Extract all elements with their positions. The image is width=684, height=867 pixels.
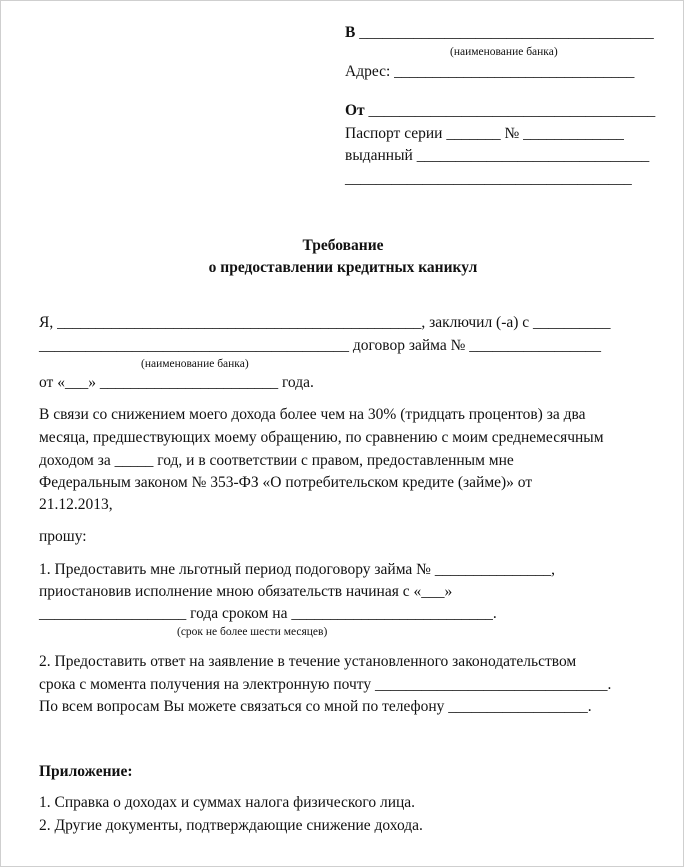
bank-name-hint: (наименование банка): [450, 46, 558, 58]
bank-blank-cont[interactable]: ________________________________________: [39, 337, 349, 354]
issued-label: выданный: [345, 147, 413, 164]
passport-series-blank[interactable]: _______: [446, 125, 501, 142]
loan-agreement-label: договор займа №: [352, 337, 466, 354]
attachment-item: 2. Другие документы, подтверждающие снижение дохода.: [39, 817, 423, 834]
intro-line-3: [39, 374, 314, 392]
address-blank[interactable]: _______________________________: [394, 63, 635, 80]
from-blank[interactable]: _____________________________________: [368, 102, 656, 119]
item1-line: приостановив исполнение мною обязательств начиная с «___»: [39, 583, 453, 600]
extra-blank-line[interactable]: _____________________________________: [345, 170, 632, 187]
date-day-field[interactable]: от «___»: [39, 374, 96, 391]
intro-line-2: [39, 337, 601, 355]
year-label: года.: [281, 374, 314, 391]
issued-line: [345, 147, 649, 165]
full-name-blank[interactable]: _______________________________________________: [57, 314, 422, 331]
from-label: От: [345, 102, 365, 119]
recipient-bank-line: [345, 24, 654, 42]
attachments-heading: Приложение:: [39, 763, 133, 780]
to-blank[interactable]: ______________________________________: [359, 24, 654, 41]
document-title: Требование: [302, 237, 384, 254]
item1-line: 1. Предоставить мне льготный период подоговору займа № _______________,: [39, 561, 555, 578]
item2-line: По всем вопросам Вы можете связаться со мной по телефону __________________.: [39, 698, 592, 715]
paragraph-line: месяца, предшествующих моему обращению, по сравнению с моим среднемесячным: [39, 429, 604, 446]
intro-i-label: Я,: [39, 314, 54, 331]
concluded-label: , заключил (-а) с: [421, 314, 530, 331]
intro-line-1: [39, 314, 611, 332]
sender-line: [345, 102, 655, 120]
passport-number-blank[interactable]: _____________: [523, 125, 624, 142]
to-label: В: [345, 24, 356, 41]
item2-line: 2. Предоставить ответ на заявление в течение установленного законодательством: [39, 653, 577, 670]
date-month-blank[interactable]: _______________________: [99, 374, 279, 391]
intro-bank-name-hint: (наименование банка): [141, 358, 249, 370]
item2-line: срока с момента получения на электронную почту ______________________________.: [39, 676, 612, 693]
paragraph-line: Федеральным законом № 353-ФЗ «О потребительском кредите (займе)» от: [39, 474, 533, 491]
paragraph-line: В связи со снижением моего дохода более чем на 30% (тридцать процентов) за два: [39, 406, 586, 423]
request-word: прошу:: [39, 528, 87, 545]
paragraph-line: 21.12.2013,: [39, 496, 113, 513]
passport-line: [345, 125, 624, 143]
item1-line: ___________________ года сроком на __________________________.: [39, 605, 497, 622]
document-subtitle: о предоставлении кредитных каникул: [208, 259, 478, 276]
address-label: Адрес:: [345, 63, 391, 80]
passport-number-label: №: [504, 125, 520, 142]
attachment-item: 1. Справка о доходах и суммах налога физического лица.: [39, 794, 416, 811]
loan-number-blank[interactable]: _________________: [469, 337, 601, 354]
term-hint: (срок не более шести месяцев): [177, 626, 328, 638]
passport-series-label: Паспорт серии: [345, 125, 443, 142]
paragraph-line: доходом за _____ год, и в соответствии с правом, предоставленным мне: [39, 452, 514, 469]
issued-blank[interactable]: ______________________________: [416, 147, 650, 164]
bank-blank-start[interactable]: __________: [533, 314, 611, 331]
address-line: [345, 63, 634, 81]
